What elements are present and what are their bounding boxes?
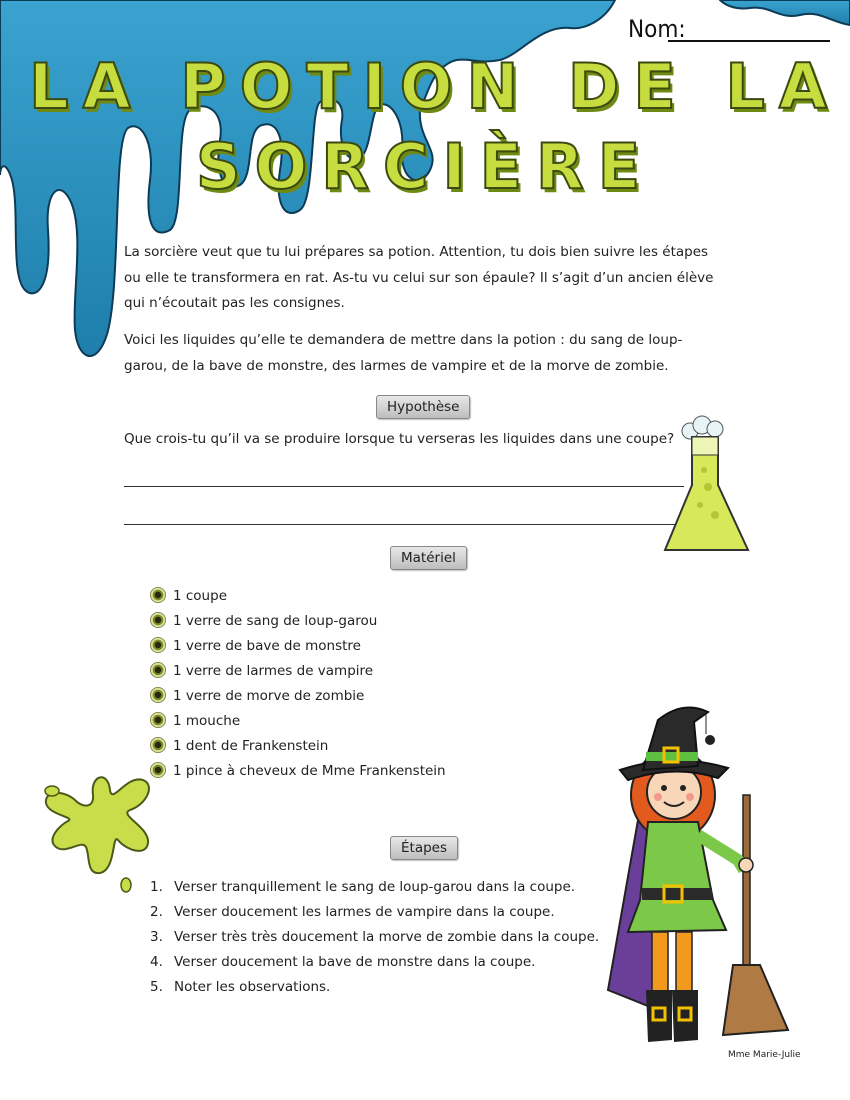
material-item [150, 710, 240, 732]
step-text: Verser très très doucement la morve de zombie dans la coupe. [174, 929, 600, 945]
potion-flask-icon [660, 415, 755, 560]
material-item-label: 1 dent de Frankenstein [173, 738, 329, 754]
eyeball-bullet-icon [150, 712, 166, 728]
step-number: 5. [150, 979, 163, 995]
step-item [150, 926, 599, 948]
material-item [150, 685, 364, 707]
step-number: 1. [150, 879, 163, 895]
material-item [150, 585, 227, 607]
hypothesis-question: Que crois-tu qu’il va se produire lorsque tu verseras les liquides dans une coupe? [124, 431, 675, 447]
material-item [150, 635, 361, 657]
step-text: Verser tranquillement le sang de loup-garou dans la coupe. [174, 879, 576, 895]
intro-paragraph-1: La sorcière veut que tu lui prépares sa potion. Attention, tu dois bien suivre les étapes ou elle te transformera en rat. As-tu vu celui sur son épaule? Il s’agit d’un ancien élève qui n’écoutait pas les consignes. [124, 244, 714, 311]
step-text: Verser doucement la bave de monstre dans la coupe. [174, 954, 536, 970]
name-label: Nom: [628, 15, 686, 43]
step-item [150, 976, 330, 998]
step-text: Verser doucement les larmes de vampire dans la coupe. [174, 904, 555, 920]
name-input-line[interactable] [668, 40, 830, 42]
materials-heading: Matériel [390, 546, 467, 570]
green-splat-decoration [38, 755, 163, 895]
eyeball-bullet-icon [150, 737, 166, 753]
steps-heading: Étapes [390, 836, 458, 860]
material-item-label: 1 mouche [173, 713, 241, 729]
material-item-label: 1 verre de larmes de vampire [173, 663, 374, 679]
step-number: 2. [150, 904, 163, 920]
step-item [150, 901, 555, 923]
title-line-2: SORCIÈRE [195, 130, 655, 203]
step-number: 3. [150, 929, 163, 945]
title-line-1: LA POTION DE LA [29, 50, 841, 123]
material-item [150, 660, 373, 682]
answer-line-1[interactable] [124, 486, 684, 487]
material-item-label: 1 pince à cheveux de Mme Frankenstein [173, 763, 446, 779]
step-item [150, 951, 535, 973]
witch-illustration [598, 700, 803, 1050]
material-item [150, 760, 446, 782]
step-item [150, 876, 575, 898]
answer-line-2[interactable] [124, 524, 684, 525]
eyeball-bullet-icon [150, 662, 166, 678]
material-item-label: 1 verre de bave de monstre [173, 638, 361, 654]
step-number: 4. [150, 954, 163, 970]
material-item-label: 1 verre de morve de zombie [173, 688, 365, 704]
step-text: Noter les observations. [174, 979, 331, 995]
material-item [150, 610, 377, 632]
eyeball-bullet-icon [150, 687, 166, 703]
eyeball-bullet-icon [150, 612, 166, 628]
material-item-label: 1 verre de sang de loup-garou [173, 613, 378, 629]
eyeball-bullet-icon [150, 637, 166, 653]
eyeball-bullet-icon [150, 587, 166, 603]
author-credit: Mme Marie-Julie [728, 1050, 801, 1060]
material-item-label: 1 coupe [173, 588, 227, 604]
intro-paragraph-2: Voici les liquides qu’elle te demandera de mettre dans la potion : du sang de loup-garou, de la bave de monstre, des larmes de vampire et de la morve de zombie. [124, 332, 683, 374]
material-item [150, 735, 328, 757]
hypothesis-heading: Hypothèse [376, 395, 470, 419]
